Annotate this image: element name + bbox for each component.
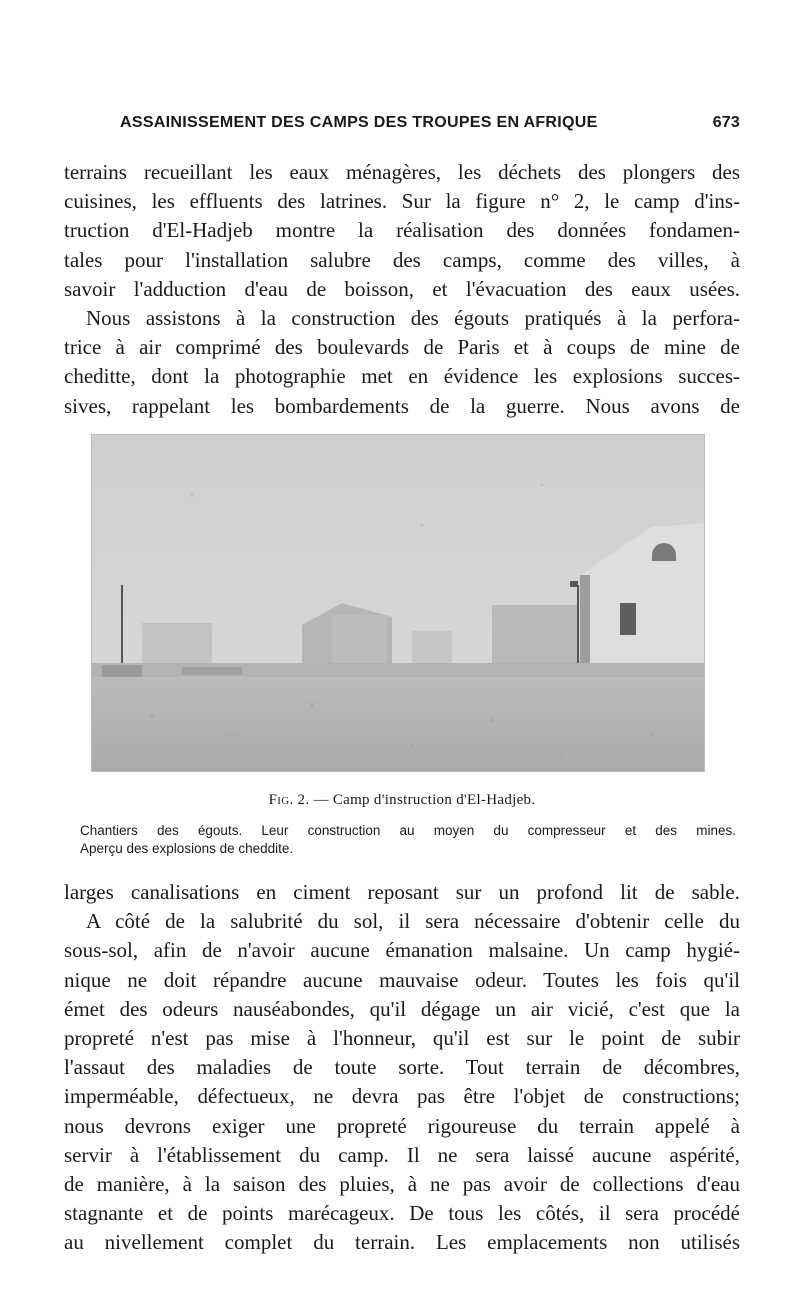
paragraph-bottom (64, 878, 740, 1257)
figure-label: Fig. 2. (268, 792, 310, 808)
text-line: Nous assistons à la construction des égouts pratiqués à la perfora- (86, 305, 740, 330)
figure-caption-title (64, 792, 740, 809)
text-line: cheditte, dont la photographie met en évidence les explosions succes- (64, 364, 740, 389)
text-line: larges canalisations en ciment reposant sur un profond lit de sable. (64, 880, 740, 904)
text-line: trice à air comprimé des boulevards de Paris et à coups de mine de (64, 335, 740, 360)
text-line: A côté de la salubrité du sol, il sera nécessaire d'obtenir celle du (86, 909, 740, 934)
text-line: cuisines, les effluents des latrines. Sur la figure n° 2, le camp d'ins- (64, 189, 740, 214)
text-line: stagnante et de points marécageux. De tous les côtés, il sera procédé (64, 1201, 740, 1226)
text-line: sous-sol, afin de n'avoir aucune émanation malsaine. Un camp hygié- (64, 938, 740, 963)
text-line: terrains recueillant les eaux ménagères, les déchets des plongers des (64, 160, 740, 184)
text-line: nique ne doit répandre aucune mauvaise odeur. Toutes les fois qu'il (64, 967, 740, 992)
figure-caption-description (80, 822, 736, 858)
figure-title: — Camp d'instruction d'El-Hadjeb. (313, 792, 536, 808)
text-line: l'assaut des maladies de toute sorte. Tout terrain de décombres, (64, 1055, 740, 1080)
text-line: nous devrons exiger une propreté rigoureuse du terrain appelé à (64, 1113, 740, 1138)
text-line: sives, rappelant les bombardements de la guerre. Nous avons de (64, 393, 740, 418)
text-line: servir à l'établissement du camp. Il ne sera laissé aucune aspérité, (64, 1142, 740, 1167)
text-line: au nivellement complet du terrain. Les emplacements non utilisés (64, 1230, 740, 1255)
text-line: truction d'El-Hadjeb montre la réalisation des données fondamen- (64, 218, 740, 243)
camp-photo-illustration (92, 435, 704, 771)
page-number: 673 (712, 114, 740, 131)
text-line: de manière, à la saison des pluies, à ne pas avoir de collections d'eau (64, 1171, 740, 1196)
text-line: savoir l'adduction d'eau de boisson, et l'évacuation des eaux usées. (64, 276, 740, 301)
text-line: émet des odeurs nauséabondes, qu'il dégage un air vicié, c'est que la (64, 996, 740, 1021)
caption-line: Aperçu des explosions de cheddite. (80, 841, 294, 856)
text-line: tales pour l'installation salubre des camps, comme des villes, à (64, 247, 740, 272)
figure-photograph (91, 434, 705, 772)
text-line: imperméable, défectueux, ne devra pas être l'objet de constructions; (64, 1084, 740, 1109)
caption-line: Chantiers des égouts. Leur construction au moyen du compresseur et des mines. (80, 823, 736, 838)
paragraph-top (64, 158, 740, 421)
text-line: propreté n'est pas mise à l'honneur, qu'il est sur le point de subir (64, 1025, 740, 1050)
running-title: ASSAINISSEMENT DES CAMPS DES TROUPES EN AFRIQUE (120, 114, 598, 131)
